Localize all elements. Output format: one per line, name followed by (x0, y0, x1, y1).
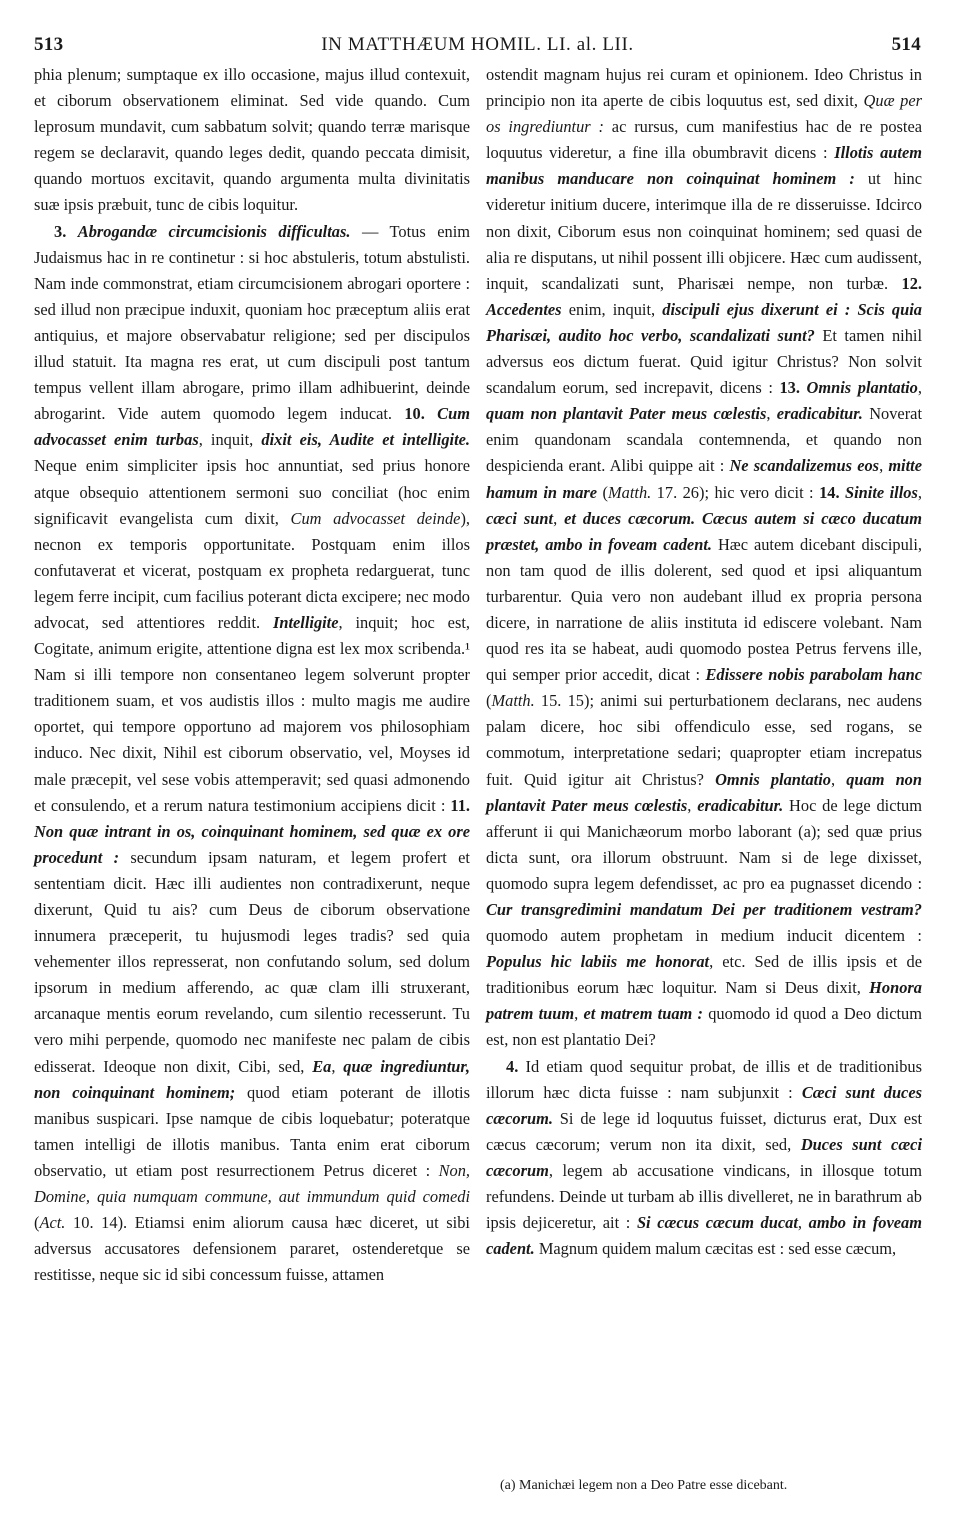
text-run: Omnis plantatio (715, 769, 831, 789)
text-run: , (766, 404, 777, 424)
text-run: Neque enim simpliciter ipsis hoc annuntiat, sed prius honore atque obsequio attentionem sermoni suo conciliat (hoc enim significavit evangelista cum dixit, (34, 456, 470, 528)
page-number-right: 514 (891, 34, 921, 55)
running-header (34, 34, 921, 60)
text-run: discipuli ejus dixerunt ei : Scis quia Pharisæi, audito hoc verbo, scandalizati sunt? (486, 299, 922, 345)
text-run: Hæc autem dicebant discipuli, non tam quod de illis dolerent, sed quod et ipsi aliquantum turbarentur. Quia vero non audebant illud ex propria persona dicere, in narratione de aliis instituta id ediscere volebant. Nam quod res ita se habeat, audi quomodo postea Petrus fervens ille, qui semper prior accedit, dicat : (486, 534, 922, 685)
text-run: , (574, 1004, 584, 1024)
text-run: , inquit; hoc est, Cogitate, animum erigite, attentione digna est lex mox scribenda.¹ Nam si illi tempore non consentaneo legem solverunt propter traditionem suam, et vos audistis illos : multo magis me audire oportet, qui tempore opportuno ad majorem vos philosophiam induco. Nec dixit, Nihil est ciborum observatio, vel, Moyses id male præcepit, vel sese vobis attemperavit; sed quasi admonendo et consulendo, et a rerum natura testimonium accipiens dicit : (34, 612, 470, 815)
text-run: Cum advocasset enim turbas (34, 404, 470, 450)
text-run: , (687, 795, 698, 815)
text-run: 10. (404, 404, 425, 424)
text-run: , etc. Sed de illis ipsis et de traditionibus eorum hæc loquitur. Nam si Deus dixit, (486, 952, 923, 998)
paragraph-section-4 (486, 1054, 922, 1263)
text-run (425, 404, 437, 423)
text-run: 15. 15); animi sui perturbationem declarans, nec audens palam dicere, hoc sibi offendiculo esse, sed rogans, se commotum, interpretatione sedari; quapropter etiam increpatus fuit. Quid igitur ait Christus? (486, 691, 922, 789)
text-run: 10. 14). Etiamsi enim aliorum causa hæc diceret, ut sibi adversus accusatores defensionem pararet, ostenderetque se restitisse, neque sic id sibi concessum fuisse, attamen (34, 1213, 470, 1285)
text-run: Hoc de lege dictum afferunt ii qui Manichæorum morbo laborant (a); sed quæ prius dicta sunt, ora illorum obstruunt. Nam si de lege dixisset, quomodo supra legem defendisset, ac pro ea pugnasset dicendo : (486, 795, 922, 893)
text-run: Non, Domine, quia numquam commune, aut immundum quid comedi (34, 1160, 470, 1207)
text-run: enim, inquit, (561, 299, 663, 319)
text-run: 11. (450, 795, 470, 815)
text-run: Cur transgredimini mandatum Dei per traditionem vestram? (486, 900, 922, 919)
text-run: Et tamen nihil adversus eos dictum fuerat. Quid igitur Christus? Non solvit scandalum eorum, sed increpavit, dicens : (486, 325, 922, 398)
text-run: , (917, 378, 922, 398)
text-run: dixit eis, Audite et intelligite. (261, 430, 470, 450)
text-run: eradicabitur. (776, 404, 863, 424)
text-run: cæci sunt (486, 508, 554, 528)
text-run: Quæ per os ingrediuntur : (486, 91, 922, 137)
text-run: ut hinc videretur initium ducere, interimque illa de re disseruisse. Idcirco non dixit, Ciborum esus non coinquinat hominem; sed quasi de alia re disputans, ut nihil possent illi objicere. Hæc cum audissent, inquit, scandalizati sunt, Pharisæi nempe, non turbæ. (486, 169, 923, 293)
text-run: , (917, 482, 922, 502)
paragraph-continuation-right (486, 62, 922, 1054)
text-run: secundum ipsam naturam, et legem profert et sententiam dicit. Hæc illi audientes non contradixerunt, neque dixerunt, Quid tu ais? cum Deus de ciborum observatione innumera præceperit, tu hujusmodi leges tradis? sed quia vehementer illos represserat, non confutando solum, sed dolum ipsorum in medium afferendo, ac quæ clam illi struxerant, arcanaque mentis eorum revelando, cum silentio recesserunt. Tu vero mihi perpende, quomodo nec manifeste nec palam de cibis edisserat. Ideoque non dixit, Cibi, sed, (34, 847, 470, 1076)
text-run: ambo in foveam cadent. (486, 1213, 922, 1259)
text-run: 13. (779, 378, 800, 398)
text-run: Cum advocasset deinde (290, 508, 461, 528)
text-run: Id etiam quod sequitur probat, de illis et de traditionibus illorum hæc dicta fuisse : nam subjunxit : (486, 1056, 922, 1102)
footnote: (a) Manichæi legem non a Deo Patre esse dicebant. (500, 1478, 788, 1493)
text-run: Intelligite (272, 612, 339, 632)
text-run: Omnis plantatio (806, 378, 918, 398)
paragraph-continuation (34, 62, 470, 219)
text-run: quam non plantavit Pater meus cœlestis (486, 404, 767, 424)
text-run: , (830, 769, 847, 789)
text-run: Edissere nobis parabolam hanc (705, 665, 922, 685)
text-run: Act. (39, 1213, 66, 1233)
text-run: Ne scandalizemus eos (729, 456, 880, 476)
text-run: Sinite illos (845, 482, 918, 502)
text-run: Illotis autem manibus manducare non coinquinat hominem : (486, 143, 922, 189)
text-run: ( (34, 1213, 40, 1233)
text-run: , (797, 1213, 809, 1233)
text-run: ac rursus, cum manifestius hac de re postea loquutus videretur, a fine illa obumbravit dicens : (486, 117, 922, 163)
running-title: IN MATTHÆUM HOMIL. LI. al. LII. (321, 34, 634, 55)
text-run: mitte hamum in mare (486, 456, 922, 502)
text-run: 12. (901, 273, 922, 293)
text-run: quam non plantavit Pater meus cœlestis (486, 769, 922, 815)
text-run: ), necnon ex temporis opportunitate. Postquam enim illos confutaverat et vicerat, postquam ex propheta redarguerat, tunc legem ferre incipit, cum facilius poterant dicta excipere; nec modo advocat, sed attentiores reddit. (34, 508, 470, 632)
text-run: quomodo autem prophetam in medium inducit dicentem : (486, 926, 922, 946)
text-run: — Totus enim Judaismus hac in re continetur : si hoc abstuleris, totum abstulisti. Nam inde commonstrat, etiam circumcisionem abrogari oportere : sed illud non præcipue induxit, quoniam hoc præceptum aliis erat antiquius, et majore observabatur religione; sed per discipulos illud statuit. Ita magna res erat, ut cum discipuli post tantum tempus vellent illam abrogare, primo illam adhibuerint, deinde abrogarint. Vide autem quomodo legem inducat. (34, 221, 470, 424)
text-run: 4. (506, 1056, 519, 1076)
text-run: Cæci sunt duces cæcorum. (486, 1082, 922, 1128)
text-run: Duces sunt cæci cæcorum (486, 1134, 922, 1180)
text-run: Honora patrem tuum (486, 978, 922, 1024)
left-column (34, 62, 470, 1288)
text-run: Accedentes (486, 299, 562, 319)
text-run: quomodo id quod a Deo dictum est, non est plantatio Dei? (486, 1004, 922, 1050)
text-run: , (553, 508, 565, 528)
paragraph-section-3 (34, 219, 470, 1289)
text-run: Cæcus autem si cæco ducatum præstet, ambo in foveam cadent. (486, 508, 923, 554)
text-run: 17. 26); hic vero dicit : (651, 482, 820, 502)
text-run: quod etiam poterant de illotis manibus suspicari. Ipse namque de cibis loquebatur; poteratque tamen intelligi de illotis manibus. Tanta enim erat ciborum observatio, ut etiam post resurrectionem Petrus diceret : (34, 1082, 470, 1180)
text-run: Non quæ intrant in os, coinquinant hominem, sed quæ ex ore procedunt : (34, 821, 470, 867)
text-run: ( (597, 482, 608, 502)
text-run (800, 378, 807, 397)
text-run (695, 509, 702, 528)
text-run: quæ ingrediuntur, non coinquinant hominem; (34, 1056, 470, 1102)
text-run: et matrem tuam : (583, 1004, 703, 1024)
text-run: ( (486, 691, 492, 711)
text-run: Abrogandæ circumcisionis difficultas. (77, 221, 351, 241)
text-run: Ea (312, 1056, 332, 1076)
text-run: Matth. (607, 482, 652, 502)
text-run: 3. (54, 221, 78, 241)
right-column (486, 62, 922, 1262)
text-run: Noverat enim quandonam scandala contemnenda, et quando non despicienda erant. Alibi quippe ait : (486, 404, 922, 476)
text-run: phia plenum; sumptaque ex illo occasione, majus illud contexuit, et ciborum observationem eliminat. Sed vide quando. Cum leprosum mundavit, cum sabbatum solvit; quando terræ marisque regem se declaravit, quando leges dedit, quando peccata dimisit, quando mortuos excitavit, quando argumenta multa divinitatis suæ ipsis præbuit, tunc de cibis loquitur. (34, 65, 470, 215)
page-number-left: 513 (34, 34, 64, 55)
text-run: Matth. (491, 691, 535, 711)
text-run: eradicabitur. (697, 795, 784, 815)
text-run: Si de lege id loquutus fuisset, dicturus erat, Dux est cæcus cæcorum; verum non ita dixit, sed, (486, 1108, 922, 1154)
text-run: Populus hic labiis me honorat (486, 952, 710, 972)
text-run: Magnum quidem malum cæcitas est : sed esse cæcum, (534, 1239, 897, 1259)
text-run: , inquit, (198, 430, 262, 450)
text-run: , legem ab accusatione vindicans, in illosque totum refundens. Deinde ut turbam ab illis divelleret, ne in barathrum ab ipsis dejiceretur, ait : (486, 1160, 922, 1233)
text-run: 14. (819, 482, 840, 502)
text-run: et duces cæcorum. (564, 508, 696, 528)
text-run: ostendit magnam hujus rei curam et opinionem. Ideo Christus in principio non ita aperte de cibis loquutus est, sed dixit, (486, 65, 922, 111)
text-run: , (879, 456, 889, 476)
text-run: , (331, 1056, 344, 1076)
text-run: Si cæcus cæcum ducat (636, 1213, 798, 1233)
